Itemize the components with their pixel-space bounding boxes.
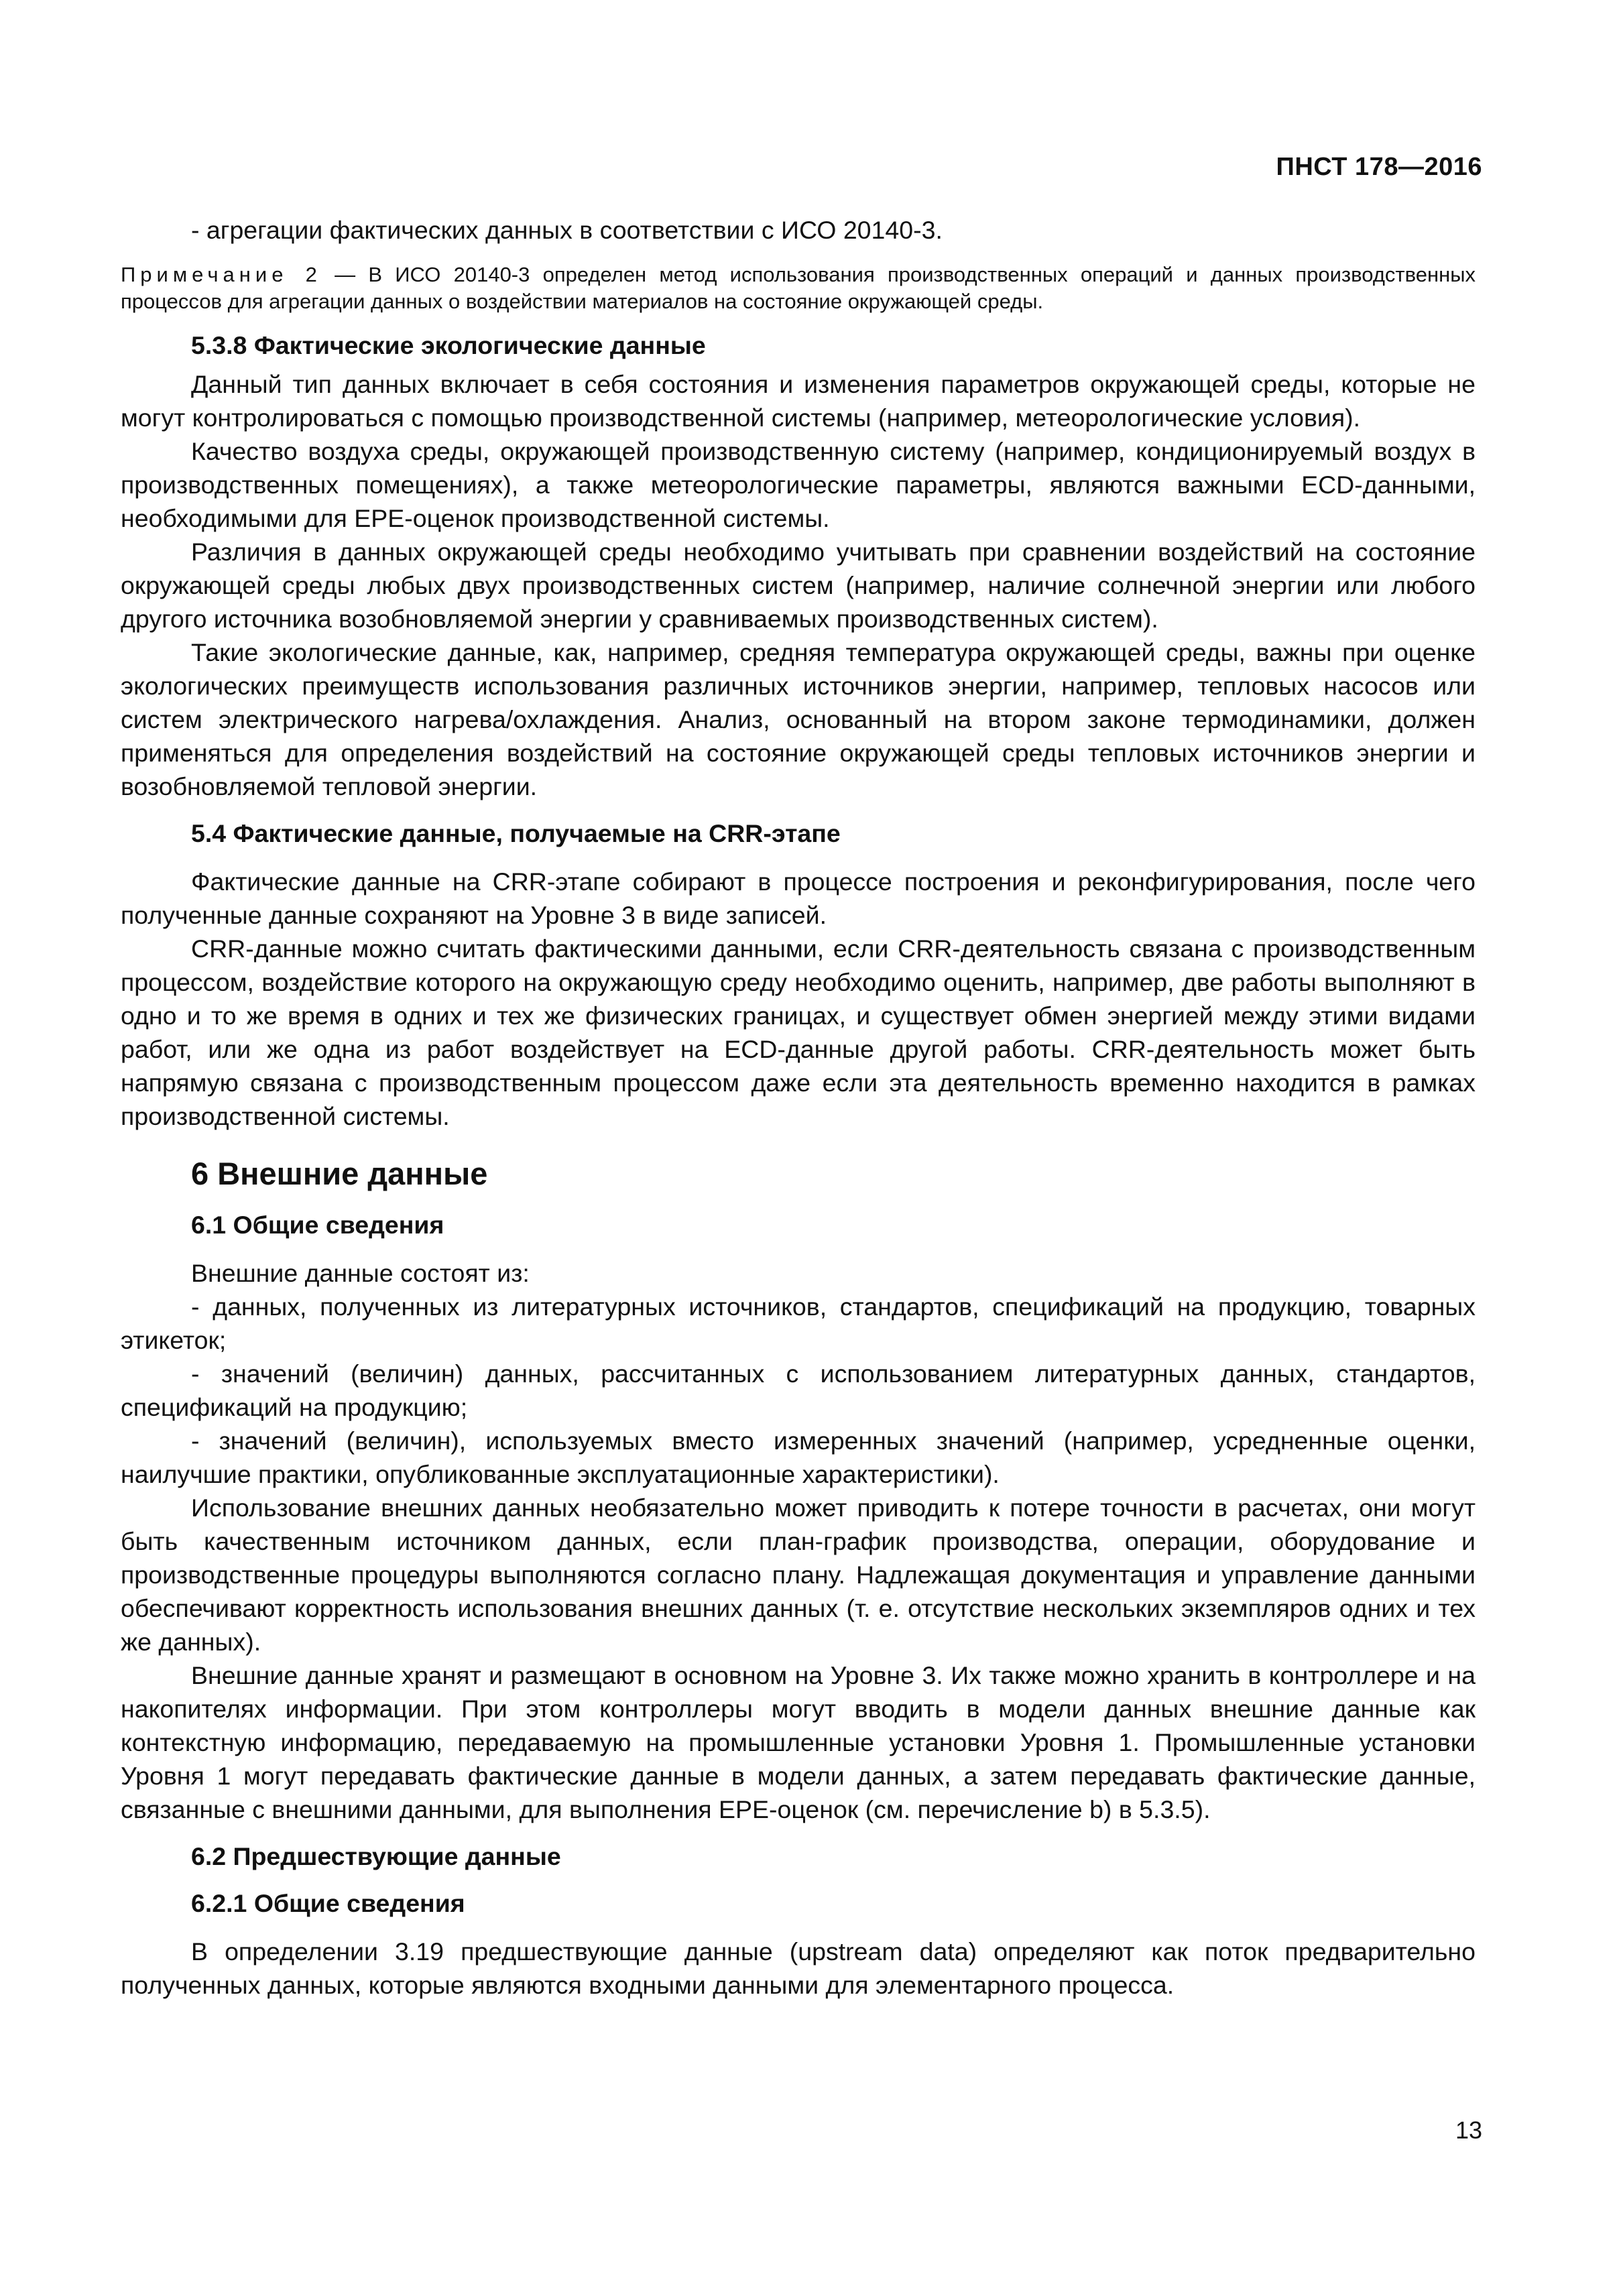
paragraph: Данный тип данных включает в себя состояния и изменения параметров окружающей среды, которые не могут контролироваться с помощью производственной системы (например, метеорологические условия). <box>121 370 1476 432</box>
document-body <box>121 213 1476 2002</box>
section-heading-5-4: 5.4 Фактические данные, получаемые на CRR-этапе <box>191 819 841 847</box>
section-heading-5-3-8: 5.3.8 Фактические экологические данные <box>191 331 706 359</box>
paragraph: Качество воздуха среды, окружающей производственную систему (например, кондиционируемый воздух в производственных помещениях), а также метеорологические параметры, являются важными ECD-данными, необходимыми для EPE-оценок производственной системы. <box>121 437 1476 532</box>
paragraph: Внешние данные состоят из: <box>191 1259 530 1287</box>
list-item: - значений (величин) данных, рассчитанных с использованием литературных данных, стандартов, спецификаций на продукцию; <box>121 1360 1476 1421</box>
note-text: — В ИСО 20140-3 определен метод использования производственных операций и данных производственных процессов для агрегации данных о воздействии материалов на состояние окружающей среды. <box>121 263 1476 313</box>
paragraph: Использование внешних данных необязательно может приводить к потере точности в расчетах, они могут быть качественным источником данных, если план-график производства, операции, оборудование и производственные процедуры выполняются согласно плану. Надлежащая документация и управление данными обеспечивают корректность использования внешних данных (т. е. отсутствие нескольких экземпляров одних и тех же данных). <box>121 1494 1476 1656</box>
note-label: Примечание 2 <box>121 263 322 286</box>
paragraph: Фактические данные на CRR-этапе собирают в процессе построения и реконфигурирования, после чего полученные данные сохраняют на Уровне 3 в виде записей. <box>121 867 1476 929</box>
section-heading-6: 6 Внешние данные <box>191 1156 488 1191</box>
section-heading-6-2-1: 6.2.1 Общие сведения <box>191 1889 465 1917</box>
paragraph: Различия в данных окружающей среды необходимо учитывать при сравнении воздействий на состояние окружающей среды любых двух производственных систем (например, наличие солнечной энергии или любого другого источника возобновляемой энергии у сравниваемых производственных систем). <box>121 538 1476 633</box>
paragraph: В определении 3.19 предшествующие данные (upstream data) определяют как поток предварительно полученных данных, которые являются входными данными для элементарного процесса. <box>121 1937 1476 1999</box>
list-item: - данных, полученных из литературных источников, стандартов, спецификаций на продукцию, товарных этикеток; <box>121 1292 1476 1354</box>
paragraph: CRR-данные можно считать фактическими данными, если CRR-деятельность связана с производственным процессом, воздействие которого на окружающую среду необходимо оценить, например, две работы выполняют в одно и то же время в одних и тех же физических границах, и существует обмен энергией между этими видами работ, или же одна из работ воздействует на ECD-данные другой работы. CRR-деятельность может быть напрямую связана с производственным процессом даже если эта деятельность временно находится в рамках производственной системы. <box>121 934 1476 1130</box>
section-heading-6-2: 6.2 Предшествующие данные <box>191 1842 561 1870</box>
page-number: 13 <box>1455 2116 1482 2144</box>
list-item: - агрегации фактических данных в соответствии с ИСО 20140-3. <box>191 216 943 244</box>
section-heading-6-1: 6.1 Общие сведения <box>191 1211 444 1239</box>
document-code: ПНСТ 178—2016 <box>1276 153 1482 181</box>
list-item: - значений (величин), используемых вместо измеренных значений (например, усредненные оценки, наилучшие практики, опубликованные эксплуатационные характеристики). <box>121 1427 1476 1488</box>
note-paragraph <box>121 261 1476 315</box>
paragraph: Такие экологические данные, как, например, средняя температура окружающей среды, важны при оценке экологических преимуществ использования различных источников энергии, например, тепловых насосов или систем электрического нагрева/охлаждения. Анализ, основанный на втором законе термодинамики, должен применяться для определения воздействий на состояние окружающей среды тепловых источников энергии и возобновляемой тепловой энергии. <box>121 638 1476 800</box>
paragraph: Внешние данные хранят и размещают в основном на Уровне 3. Их также можно хранить в контроллере и на накопителях информации. При этом контроллеры могут вводить в модели данных внешние данные как контекстную информацию, передаваемую на промышленные установки Уровня 1. Промышленные установки Уровня 1 могут передавать фактические данные в модели данных, а затем передавать фактические данные, связанные с внешними данными, для выполнения EPE-оценок (см. перечисление b) в 5.3.5). <box>121 1661 1476 1823</box>
